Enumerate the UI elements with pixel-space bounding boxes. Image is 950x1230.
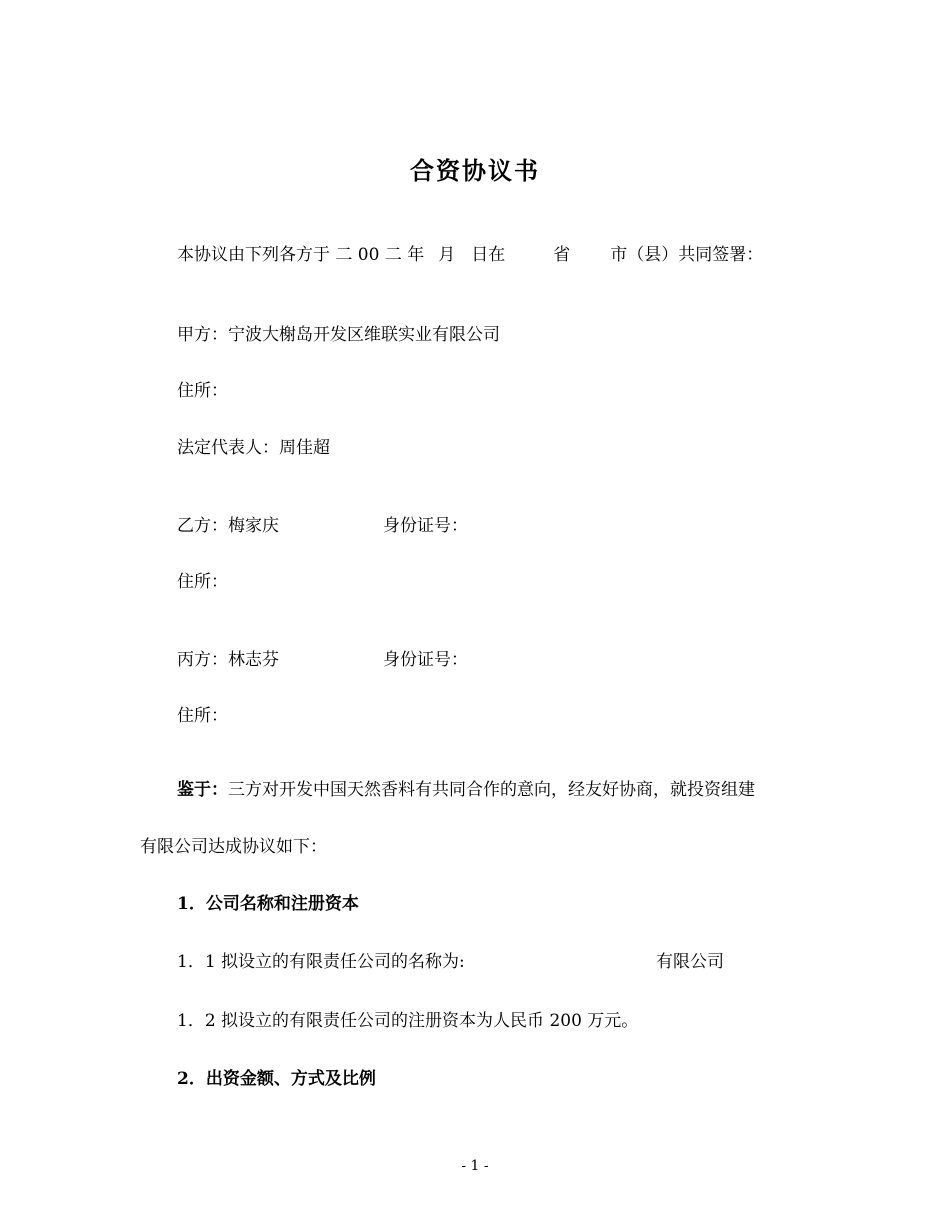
page-number: - 1 - [461, 1158, 489, 1174]
intro-city-end: 市（县）共同签署： [610, 245, 764, 265]
whereas-line-2: 有限公司达成协议如下： [140, 837, 327, 857]
party-a-name: 甲方：宁波大榭岛开发区维联实业有限公司 [177, 325, 500, 345]
party-b-address: 住所： [177, 572, 228, 592]
whereas-label: 鉴于： [177, 780, 228, 800]
whereas-text-1: 三方对开发中国天然香料有共同合作的意向，经友好协商，就投资组建 [228, 780, 755, 800]
section-1-item-1-suffix: 有限公司 [656, 952, 724, 972]
intro-prefix: 本协议由下列各方于 二 00 二 年 [177, 245, 425, 265]
section-2-heading: 2．出资金额、方式及比例 [177, 1069, 376, 1089]
document-title: 合资协议书 [410, 156, 540, 185]
party-b-id-label: 身份证号： [383, 516, 468, 536]
intro-day-at: 日在 [471, 245, 506, 265]
intro-province: 省 [553, 245, 571, 265]
party-c-name: 丙方：林志芬 [177, 650, 279, 670]
party-a-address: 住所： [177, 381, 228, 401]
party-c-id-label: 身份证号： [383, 650, 468, 670]
section-1-item-2: 1．2 拟设立的有限责任公司的注册资本为人民币 200 万元。 [177, 1011, 639, 1031]
party-c-address: 住所： [177, 706, 228, 726]
section-1-heading: 1．公司名称和注册资本 [177, 894, 359, 914]
whereas-line-1 [177, 778, 755, 802]
intro-line [177, 243, 763, 267]
party-b-name: 乙方：梅家庆 [177, 516, 279, 536]
section-1-item-1: 1．1 拟设立的有限责任公司的名称为: [177, 952, 465, 972]
party-a-legal-rep: 法定代表人：周佳超 [177, 438, 330, 458]
intro-month: 月 [438, 245, 456, 265]
